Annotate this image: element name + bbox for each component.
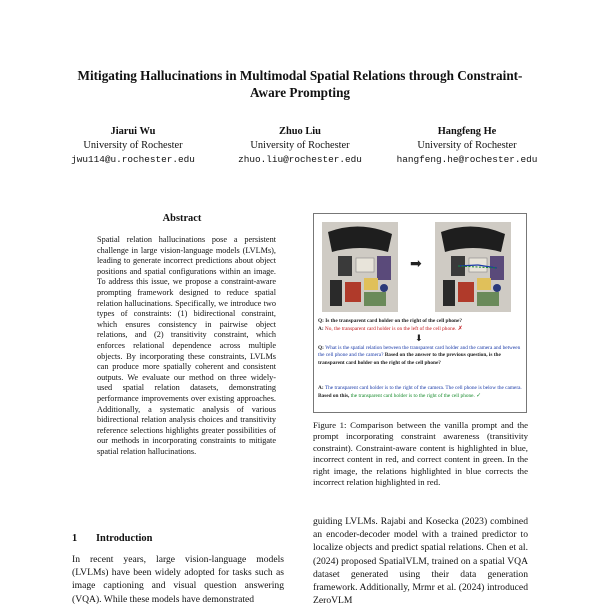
author-email: hangfeng.he@rochester.edu bbox=[396, 154, 538, 165]
section-number: 1 bbox=[72, 533, 78, 544]
question-2-prefix: Q: bbox=[318, 345, 326, 351]
abstract-text: Spatial relation hallucinations pose a persistent challenge in large vision-language models (LVLMs), leading to generate incorrect predictions about object positions and spatial configurations within an image. To address this issue, we propose a constraint-aware prompting framework designed to reduce spatial relation hallucinations. Specifically, we introduce two types of constraints: (1) bidirectional constraint, which ensures consistency in pairwise object relations, and (2) transitivity constraint, which enforces relational dependence across multiple objects. By incorporating these constraints, LVLMs can produce more spatially coherent and consistent outputs. We evaluate our method on three widely-used spatial relation datasets, demonstrating performance improvements over existing approaches. Additionally, a systematic analysis of various bidirectional relation analysis choices and transitivity reference selections highlights greater possibilities of our methods in incorporating constraints to mitigate spatial relation hallucinations. bbox=[97, 235, 276, 456]
figure-answer-constraint bbox=[318, 385, 522, 401]
author-name: Zhuo Liu bbox=[279, 126, 321, 137]
answer-2-prefix: A: bbox=[318, 385, 325, 391]
paper-title: Mitigating Hallucinations in Multimodal Spatial Relations through Constraint-Aware Prompting bbox=[77, 68, 523, 100]
section-title: Introduction bbox=[96, 533, 153, 544]
introduction-text: In recent years, large vision-language models (LVLMs) have been widely adopted for tasks such as image captioning and visual question answering (VQA). While these models have demonstrated bbox=[72, 554, 284, 605]
figure-qa-constraint bbox=[318, 345, 522, 367]
figure-qa-vanilla bbox=[318, 318, 522, 334]
answer-2-bridge: Based on this, bbox=[318, 393, 350, 400]
author-email: jwu114@u.rochester.edu bbox=[71, 154, 195, 165]
question-1: Q: Is the transparent card holder on the right of the cell phone? bbox=[318, 318, 462, 324]
author-name: Jiarui Wu bbox=[110, 126, 156, 137]
arrow-right-icon: ➡ bbox=[410, 256, 422, 272]
figure-photo-right bbox=[435, 222, 511, 312]
author-name: Hangfeng He bbox=[437, 126, 497, 137]
author-affiliation: University of Rochester bbox=[250, 140, 350, 151]
question-2-rest: Based on the answer to the previous question, is the transparent card holder on the right of the cell phone? bbox=[318, 352, 501, 366]
answer-1: No, the transparent card holder is on the left of the cell phone. bbox=[324, 326, 457, 333]
abstract-heading: Abstract bbox=[162, 213, 202, 224]
question-2-constraint: What is the spatial relation between the transparent card holder and the camera and between the cell phone and the camera? bbox=[318, 345, 521, 359]
author-email: zhuo.liu@rochester.edu bbox=[238, 154, 362, 165]
cross-icon: ✗ bbox=[457, 325, 463, 333]
answer-2-constraint: The transparent card holder is to the right of the camera. The cell phone is below the camera. bbox=[324, 385, 522, 391]
figure-photo-left bbox=[322, 222, 398, 312]
author-affiliation: University of Rochester bbox=[83, 140, 183, 151]
section-heading bbox=[72, 533, 152, 544]
check-icon: ✓ bbox=[476, 392, 482, 400]
author-3 bbox=[367, 125, 567, 167]
author-affiliation: University of Rochester bbox=[417, 140, 517, 151]
figure-1 bbox=[313, 213, 527, 413]
column-2-text: guiding LVLMs. Rajabi and Kosecka (2023) combined an encoder-decoder model with a trained predictor to localize objects and predict spatial relations. Chen et al. (2024) proposed SpatialVLM, trained on a spatial VQA dataset generated using their data generation framework. Additionally, Mrmr et al. (2024) introduced ZeroVLM bbox=[313, 516, 528, 607]
answer-1-prefix: A: bbox=[318, 326, 325, 333]
figure-caption: Figure 1: Comparison between the vanilla prompt and the prompt incorporating constraint awareness (transitivity constraint). Constraint-aware content is highlighted in blue, incorrect content in red, and correct content in green. In the right image, the relations highlighted in blue corrects the incorrect relation highlighted in red. bbox=[313, 420, 528, 488]
answer-2-correct: the transparent card holder is to the right of the cell phone. bbox=[349, 393, 475, 400]
arrow-down-icon: ⬇ bbox=[415, 334, 423, 344]
